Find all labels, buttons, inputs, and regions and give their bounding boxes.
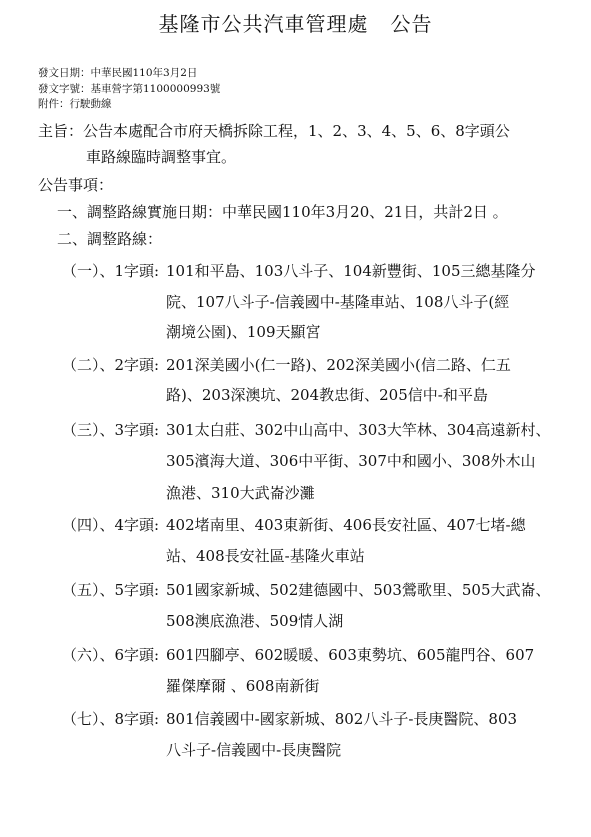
subject-line-2: 車路線臨時調整事宜。 — [86, 148, 237, 166]
notice-heading: 公告事項： — [38, 176, 114, 194]
document-title — [0, 8, 591, 37]
route-line: 508澳底漁港、509情人湖 — [166, 612, 344, 630]
route-line: 羅傑摩爾 、608南新街 — [166, 677, 320, 695]
route-line: 801信義國中-國家新城、802八斗子-長庚醫院、803 — [166, 710, 518, 728]
route-line: 501國家新城、502建德國中、503鶯歌里、505大武崙、 — [166, 581, 551, 599]
route-line: 201深美國小(仁一路)、202深美國小(信二路、仁五 — [166, 356, 511, 374]
route-line: 601四腳亭、602暖暖、603東勢坑、605龍門谷、607 — [166, 646, 535, 664]
route-line: 305濱海大道、306中平街、307中和國小、308外木山 — [166, 452, 536, 470]
route-label-3: （三）、3字頭: — [62, 421, 160, 439]
route-label-2: （二）、2字頭: — [62, 356, 160, 374]
route-line: 站、408長安社區-基隆火車站 — [166, 547, 365, 565]
agency-name: 基隆市公共汽車管理處 — [158, 12, 369, 36]
route-label-6: （六）、6字頭: — [62, 646, 160, 664]
route-label-5: （五）、5字頭: — [62, 581, 160, 599]
document-number: 發文字號：基車營字第1100000993號 — [38, 82, 221, 95]
notice-label: 公告 — [390, 12, 433, 36]
route-label-7: （七）、8字頭: — [62, 710, 160, 728]
route-line: 路)、203深澳坑、204教忠街、205信中-和平島 — [166, 386, 488, 404]
notice-item-2: 二、調整路線： — [57, 230, 163, 248]
route-label-1: （一）、1字頭: — [62, 262, 160, 280]
attachment-info: 附件：行駛動線 — [38, 98, 112, 110]
route-line: 402堵南里、403東新街、406長安社區、407七堵-總 — [166, 516, 526, 534]
route-label-4: （四）、4字頭: — [62, 516, 160, 534]
route-line: 漁港、310大武崙沙灘 — [166, 484, 315, 502]
route-line: 八斗子-信義國中-長庚醫院 — [166, 741, 342, 759]
document-meta — [38, 66, 220, 113]
route-line: 301太白莊、302中山高中、303大竿林、304高遠新村、 — [166, 421, 551, 439]
route-line: 潮境公園)、109天顯宮 — [166, 323, 321, 341]
route-line: 院、107八斗子-信義國中-基隆車站、108八斗子(經 — [166, 293, 510, 311]
notice-item-1: 一、調整路線實施日期：中華民國110年3月20、21日，共計2日 。 — [57, 203, 508, 221]
route-line: 101和平島、103八斗子、104新豐街、105三總基隆分 — [166, 262, 536, 280]
subject-line-1: 主旨：公告本處配合市府天橋拆除工程，1、2、3、4、5、6、8字頭公 — [38, 122, 510, 140]
issue-date: 發文日期：中華民國110年3月2日 — [38, 67, 198, 79]
